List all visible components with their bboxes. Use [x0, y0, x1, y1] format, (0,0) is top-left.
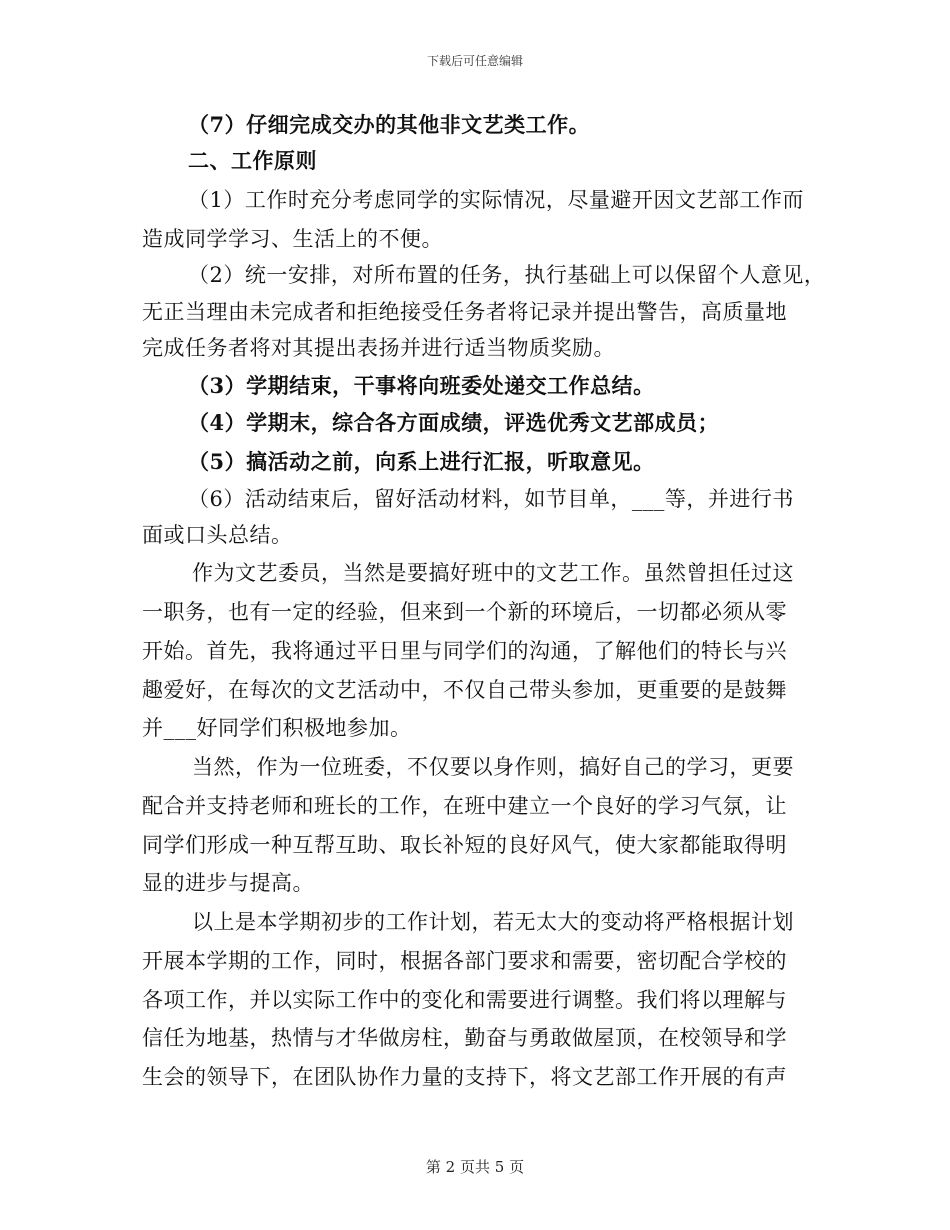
text-line: 一职务，也有一定的经验，但来到一个新的环境后，一切都必须从零 — [142, 600, 787, 624]
text-line: 配合并支持老师和班长的工作，在班中建立一个良好的学习气氛，让 — [142, 794, 787, 818]
text-line: 无正当理由未完成者和拒绝接受任务者将记录并提出警告，高质量地 — [142, 300, 787, 324]
text-line: 生会的领导下，在团队协作力量的支持下，将文艺部工作开展的有声 — [142, 1065, 787, 1089]
text-line: 以上是本学期初步的工作计划，若无太大的变动将严格根据计划 — [192, 910, 794, 934]
text-line: 当然，作为一位班委，不仅要以身作则，搞好自己的学习，更要 — [192, 755, 794, 779]
text-line: （2）统一安排，对所布置的任务，执行基础上可以保留个人意见， — [188, 263, 826, 287]
text-line: （1）工作时充分考虑同学的实际情况，尽量避开因文艺部工作而 — [188, 188, 804, 212]
text-line: 二、工作原则 — [188, 148, 317, 173]
text-line: 面或口头总结。 — [142, 523, 293, 547]
text-line: 显的进步与提高。 — [142, 871, 314, 895]
text-line: （5）搞活动之前，向系上进行汇报，听取意见。 — [188, 449, 655, 474]
text-line: 开始。首先，我将通过平日里与同学们的沟通，了解他们的特长与兴 — [142, 639, 787, 663]
text-line: 信任为地基，热情与才华做房柱，勤奋与勇敢做屋顶，在校领导和学 — [142, 1026, 787, 1050]
text-line: （6）活动结束后，留好活动材料，如节目单，___等，并进行书 — [188, 487, 794, 511]
text-line: 并___好同学们积极地参加。 — [142, 716, 412, 740]
page-header: 下载后可任意编辑 — [426, 54, 523, 68]
text-line: 各项工作，并以实际工作中的变化和需要进行调整。我们将以理解与 — [142, 988, 787, 1012]
page-number-footer: 第 2 页共 5 页 — [425, 1158, 525, 1176]
text-line: 同学们形成一种互帮互助、取长补短的良好风气，使大家都能取得明 — [142, 833, 787, 857]
text-line: （7）仔细完成交办的其他非文艺类工作。 — [188, 112, 591, 137]
text-line: 造成同学学习、生活上的不便。 — [142, 227, 443, 251]
text-line: 作为文艺委员，当然是要搞好班中的文艺工作。虽然曾担任过这 — [192, 561, 794, 585]
text-line: 完成任务者将对其提出表扬并进行适当物质奖励。 — [142, 336, 615, 360]
text-line: （3）学期结束，干事将向班委处递交工作总结。 — [188, 373, 655, 398]
text-line: （4）学期末，综合各方面成绩，评选优秀文艺部成员； — [188, 410, 720, 435]
text-line: 趣爱好，在每次的文艺活动中，不仅自己带头参加，更重要的是鼓舞 — [142, 678, 787, 702]
text-line: 开展本学期的工作，同时，根据各部门要求和需要，密切配合学校的 — [142, 949, 787, 973]
